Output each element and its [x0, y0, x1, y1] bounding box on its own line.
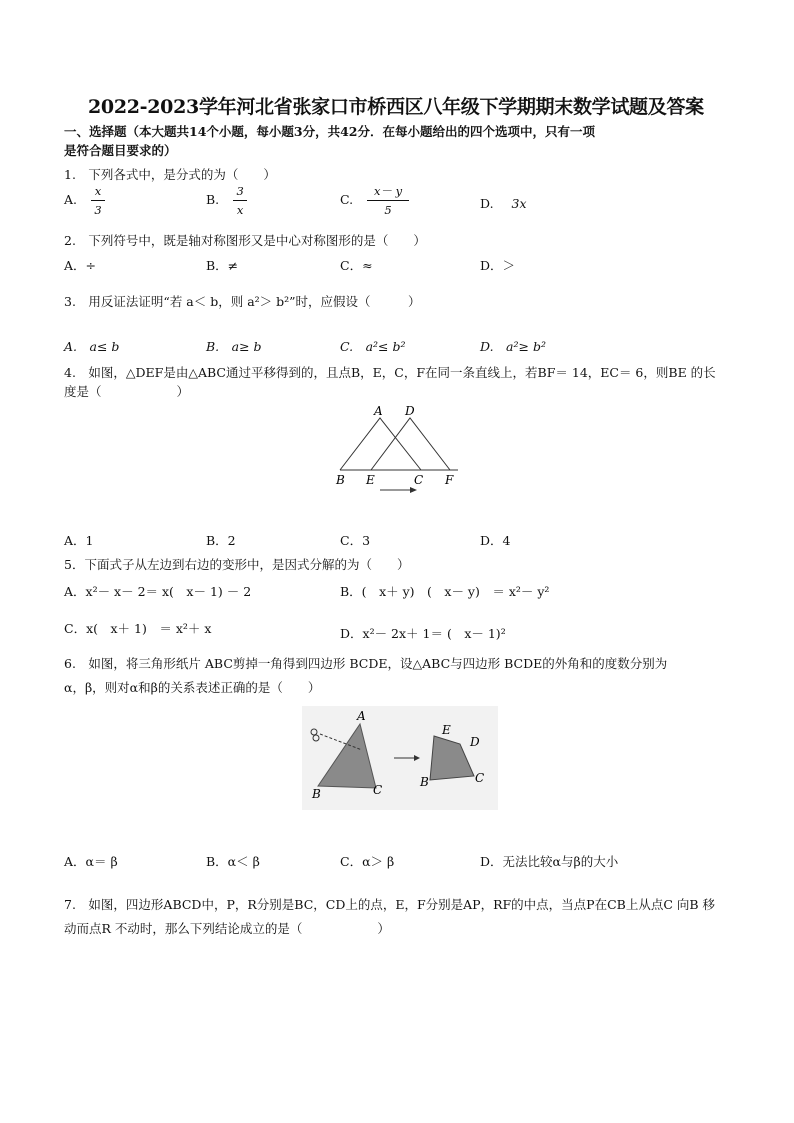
- question-5-stem: 5．下面式子从左边到右边的变形中，是因式分解的为（ ）: [64, 557, 410, 572]
- arrow-head: [410, 487, 417, 493]
- question-4-option-d: D．4: [480, 533, 511, 548]
- question-3-option-a: A. a≤ b: [64, 339, 120, 354]
- fraction-bar: [367, 200, 409, 201]
- label-b2: B: [420, 775, 429, 789]
- option-text: 3x: [511, 196, 527, 211]
- fraction-bar: [91, 200, 105, 201]
- question-4-option-c: C．3: [340, 533, 371, 548]
- option-label: B.: [206, 192, 220, 207]
- question-3-option-c: C. a²≤ b²: [340, 339, 406, 354]
- triangle-def: [371, 418, 450, 470]
- numerator: x: [94, 184, 102, 198]
- denominator: 3: [94, 203, 102, 217]
- fraction: [91, 184, 105, 217]
- section-heading: 一、选择题（本大题共14个小题，每小题3分，共42分．在每小题给出的四个选项中，只有一项: [64, 124, 595, 139]
- denominator: x: [236, 203, 244, 217]
- label-e: E: [442, 723, 451, 737]
- triangle-abc: [340, 418, 421, 470]
- cut-triangle-figure: [302, 706, 498, 810]
- numerator: x－ y: [374, 184, 403, 198]
- question-1-stem: 1. 下列各式中，是分式的为（ ）: [64, 167, 276, 182]
- fraction: [367, 184, 409, 217]
- question-7-stem-cont: 动而点R 不动时，那么下列结论成立的是（ ）: [64, 921, 390, 936]
- page-title: 2022-2023学年河北省张家口市桥西区八年级下学期期末数学试题及答案: [88, 96, 704, 118]
- question-2-option-c: C．≈: [340, 258, 373, 273]
- question-1-option-b: [206, 184, 247, 217]
- label-a: A: [374, 404, 383, 418]
- option-label: D.: [480, 196, 494, 211]
- question-4-stem-cont: 度是（ ）: [64, 384, 190, 399]
- question-5-option-b: B．( x＋ y) ( x－ y) ＝ x²－ y²: [340, 584, 550, 599]
- label-c2: C: [475, 771, 485, 785]
- question-6-option-c: C．α＞ β: [340, 854, 395, 869]
- option-label: C.: [340, 192, 354, 207]
- label-a: A: [357, 709, 366, 723]
- question-1-option-a: [64, 184, 105, 217]
- question-1-option-d: [480, 196, 527, 211]
- label-e: E: [366, 473, 375, 487]
- denominator: 5: [384, 203, 392, 217]
- question-2-option-d: D．＞: [480, 258, 516, 273]
- question-6-option-a: A．α＝ β: [64, 854, 118, 869]
- option-label: A.: [64, 192, 78, 207]
- question-5-option-d: D．x²－ 2x＋ 1＝ ( x－ 1)²: [340, 626, 506, 641]
- section-heading-cont: 是符合题目要求的）: [64, 143, 177, 158]
- question-5-option-a: A．x²－ x－ 2＝ x( x－ 1) － 2: [64, 584, 252, 599]
- label-c: C: [414, 473, 424, 487]
- label-f: F: [445, 473, 454, 487]
- question-1-option-c: [340, 184, 409, 217]
- question-7-stem: 7. 如图，四边形ABCD中，P，R分别是BC，CD上的点，E，F分别是AP，RF的中点，当点P在CB上从点C 向B 移: [64, 897, 716, 912]
- question-2-stem: 2. 下列符号中，既是轴对称图形又是中心对称图形的是（ ）: [64, 233, 426, 248]
- question-3-option-d: D. a²≥ b²: [480, 339, 546, 354]
- label-b: B: [336, 473, 345, 487]
- question-5-option-c: C．x( x＋ 1) ＝ x²＋ x: [64, 621, 212, 636]
- label-b: B: [312, 787, 321, 801]
- question-4-stem: 4. 如图，△DEF是由△ABC通过平移得到的，且点B，E，C，F在同一条直线上，若BF＝ 14，EC＝ 6，则BE 的长: [64, 365, 716, 380]
- question-3-stem: 3. 用反证法证明“若 a＜ b，则 a²＞ b²”时，应假设（ ）: [64, 294, 421, 309]
- question-4-option-b: B．2: [206, 533, 236, 548]
- label-d: D: [470, 735, 480, 749]
- question-2-option-a: A．÷: [64, 258, 97, 273]
- fraction-bar: [233, 200, 247, 201]
- question-6-option-d: D．无法比较α与β的大小: [480, 854, 619, 869]
- question-4-option-a: A．1: [64, 533, 94, 548]
- label-c: C: [373, 783, 383, 797]
- question-6-stem-cont: α，β，则对α和β的关系表述正确的是（ ）: [64, 680, 321, 695]
- question-6-option-b: B．α＜ β: [206, 854, 260, 869]
- question-3-option-b: B. a≥ b: [206, 339, 262, 354]
- question-6-stem: 6. 如图，将三角形纸片 ABC剪掉一角得到四边形 BCDE，设△ABC与四边形 BCDE的外角和的度数分别为: [64, 656, 668, 671]
- fraction: [233, 184, 247, 217]
- label-d: D: [405, 404, 415, 418]
- translation-figure: [328, 400, 468, 500]
- numerator: 3: [236, 184, 244, 198]
- question-2-option-b: B．≠: [206, 258, 239, 273]
